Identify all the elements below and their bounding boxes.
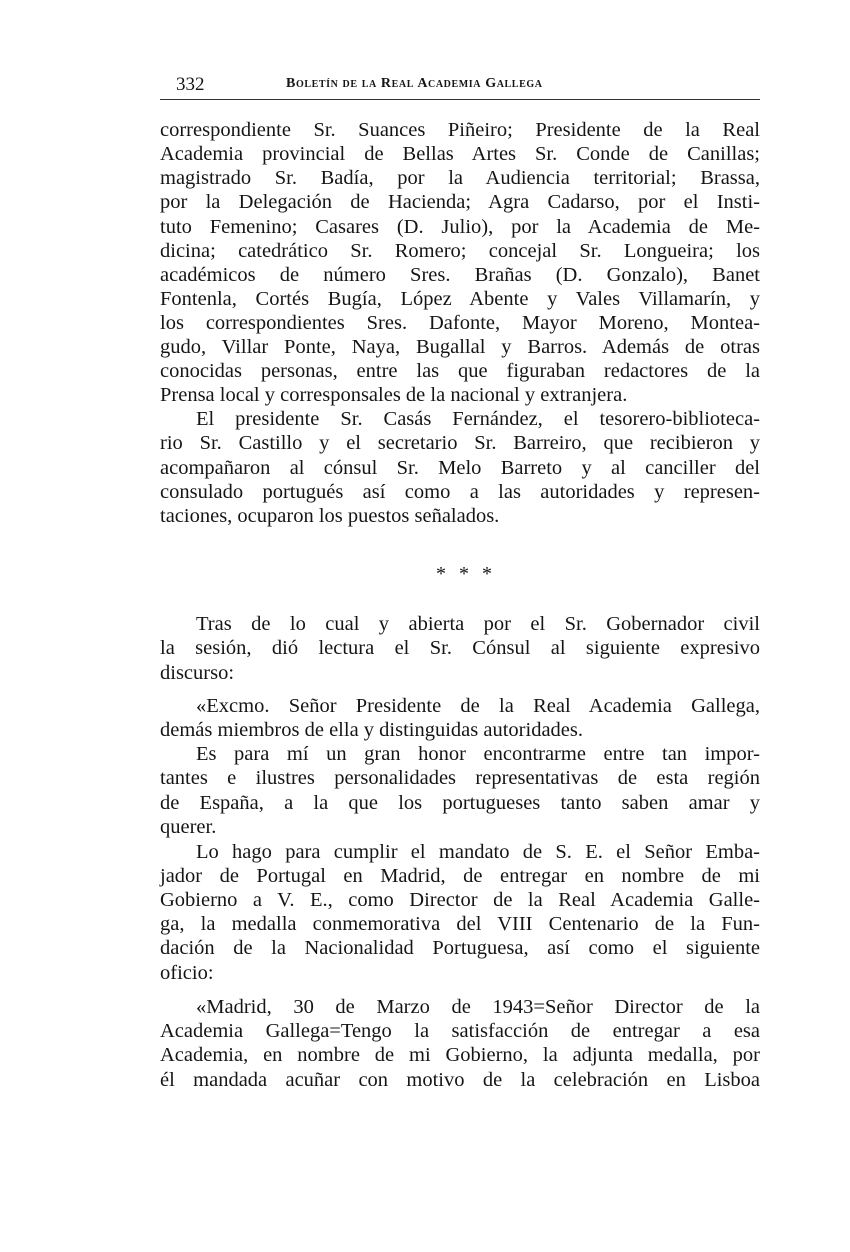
text-line: querer. xyxy=(160,816,217,838)
text-line: tantes e ilustres personalidades representativas de esta región xyxy=(160,767,760,789)
text-line: académicos de número Sres. Brañas (D. Gonzalo), Banet xyxy=(160,264,760,286)
text-line: oficio: xyxy=(160,962,214,984)
text-line: por la Delegación de Hacienda; Agra Cadarso, por el Insti- xyxy=(160,191,760,213)
text-line: El presidente Sr. Casás Fernández, el tesorero-biblioteca- xyxy=(196,408,760,430)
page-header xyxy=(160,72,760,96)
text-line: demás miembros de ella y distinguidas autoridades. xyxy=(160,719,584,741)
text-line: acompañaron al cónsul Sr. Melo Barreto y al canciller del xyxy=(160,457,760,479)
text-line: tuto Femenino; Casares (D. Julio), por la Academia de Me- xyxy=(160,216,760,238)
section-separator: * * * xyxy=(436,563,496,585)
text-line: ga, la medalla conmemorativa del VIII Centenario de la Fun- xyxy=(160,913,760,935)
text-line: rio Sr. Castillo y el secretario Sr. Barreiro, que recibieron y xyxy=(160,432,760,454)
text-line: la sesión, dió lectura el Sr. Cónsul al siguiente expresivo xyxy=(160,637,760,659)
text-line: Es para mí un gran honor encontrarme entre tan impor- xyxy=(196,743,760,765)
text-line: los correspondientes Sres. Dafonte, Mayor Moreno, Montea- xyxy=(160,312,760,334)
page-number: 332 xyxy=(176,74,205,95)
header-rule xyxy=(160,99,760,100)
text-line: Prensa local y corresponsales de la nacional y extranjera. xyxy=(160,384,628,406)
text-line: «Excmo. Señor Presidente de la Real Academia Gallega, xyxy=(196,695,760,717)
text-line: dicina; catedrático Sr. Romero; concejal Sr. Longueira; los xyxy=(160,240,760,262)
text-line: dación de la Nacionalidad Portuguesa, así como el siguiente xyxy=(160,937,760,959)
text-line: correspondiente Sr. Suances Piñeiro; Presidente de la Real xyxy=(160,119,760,141)
text-line: taciones, ocuparon los puestos señalados. xyxy=(160,505,500,527)
text-line: jador de Portugal en Madrid, de entregar en nombre de mi xyxy=(160,865,760,887)
text-line: «Madrid, 30 de Marzo de 1943=Señor Director de la xyxy=(196,996,760,1018)
text-line: Academia, en nombre de mi Gobierno, la adjunta medalla, por xyxy=(160,1044,760,1066)
text-line: consulado portugués así como a las autoridades y represen- xyxy=(160,481,760,503)
text-line: Lo hago para cumplir el mandato de S. E. el Señor Emba- xyxy=(196,841,760,863)
text-line: él mandada acuñar con motivo de la celebración en Lisboa xyxy=(160,1069,760,1091)
text-line: de España, a la que los portugueses tanto saben amar y xyxy=(160,792,760,814)
text-line: Fontenla, Cortés Bugía, López Abente y Vales Villamarín, y xyxy=(160,288,760,310)
text-line: Tras de lo cual y abierta por el Sr. Gobernador civil xyxy=(196,613,760,635)
running-title: Boletín de la Real Academia Gallega xyxy=(286,76,543,91)
text-line: discurso: xyxy=(160,662,235,684)
text-line: magistrado Sr. Badía, por la Audiencia territorial; Brassa, xyxy=(160,167,760,189)
text-line: gudo, Villar Ponte, Naya, Bugallal y Barros. Además de otras xyxy=(160,336,760,358)
text-line: Academia Gallega=Tengo la satisfacción de entregar a esa xyxy=(160,1020,760,1042)
text-line: conocidas personas, entre las que figuraban redactores de la xyxy=(160,360,760,382)
text-line: Gobierno a V. E., como Director de la Real Academia Galle- xyxy=(160,889,760,911)
text-line: Academia provincial de Bellas Artes Sr. Conde de Canillas; xyxy=(160,143,760,165)
